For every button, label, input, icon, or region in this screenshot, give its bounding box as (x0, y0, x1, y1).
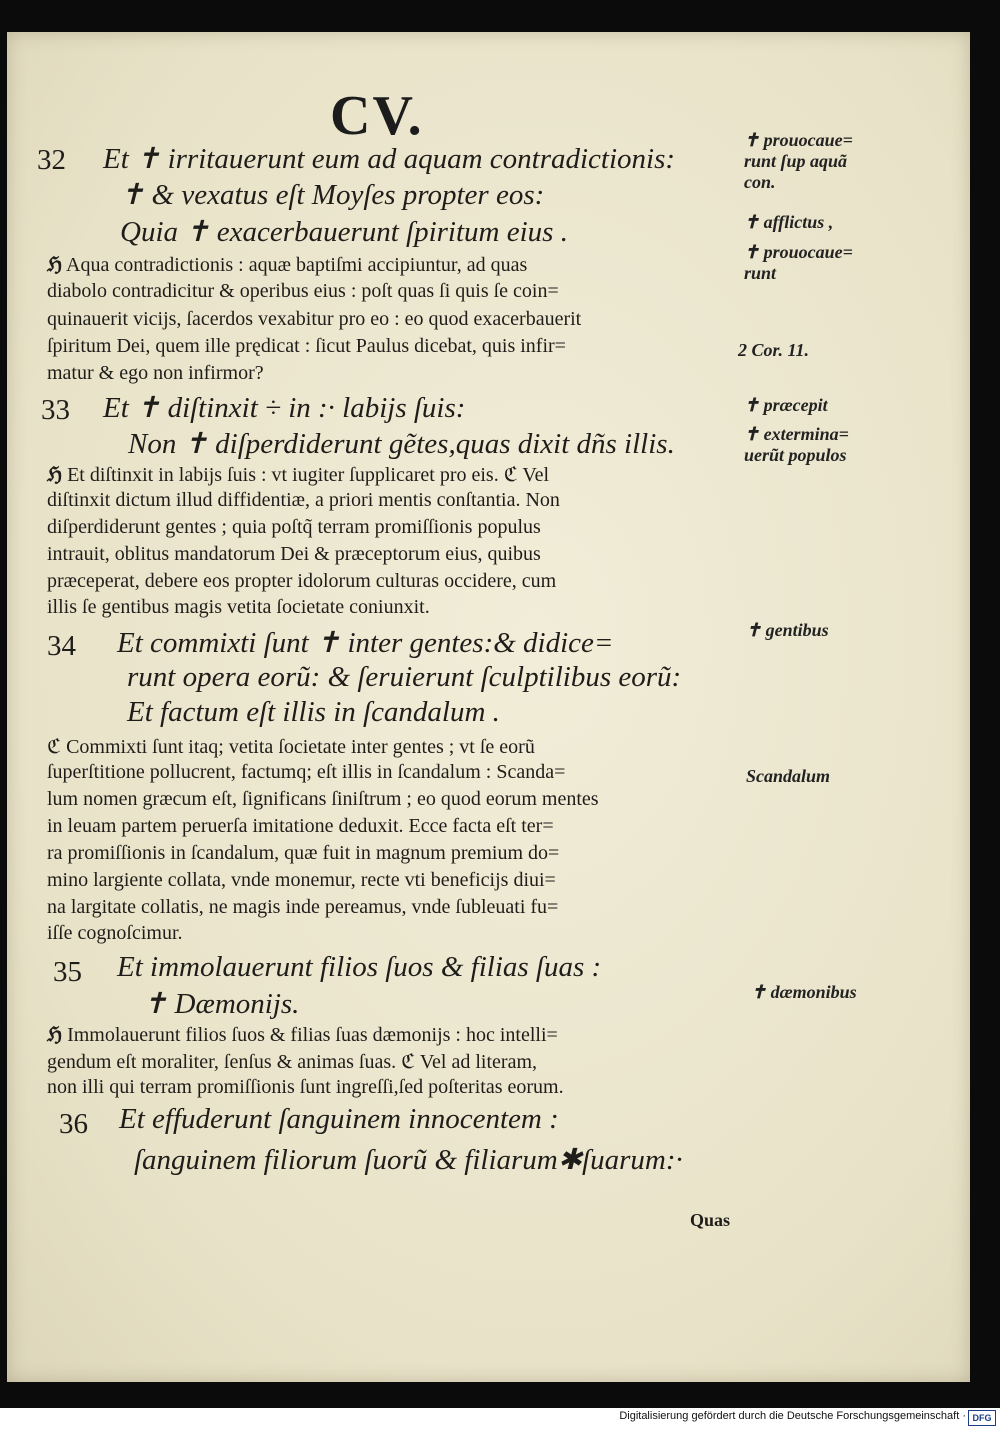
gloss-line (47, 252, 527, 277)
gloss-text: Aqua contradictionis : aquæ baptiſmi accipiuntur, ad quas (66, 254, 528, 276)
gloss-line: matur & ego non infirmor? (47, 362, 264, 384)
gloss-line: diabolo contradicitur & operibus eius : poſt quas ſi quis ſe coin= (47, 280, 559, 302)
verse-line: Et immolauerunt filios ſuos & filias ſuas : (117, 951, 602, 983)
gloss-mark: ℌ (47, 462, 63, 486)
funding-notice: Digitalisierung gefördert durch die Deutsche Forschungsgemeinschaft · (619, 1410, 966, 1422)
gloss-line: illis ſe gentibus magis vetita ſocietate coniunxit. (47, 596, 430, 618)
verse-line: Et factum eſt illis in ſcandalum . (127, 696, 500, 728)
margin-note: ✝ prouocaue= runt (744, 242, 853, 283)
gloss-line: ſuperſtitione pollucrent, factumq; eſt illis in ſcandalum : Scanda= (47, 761, 566, 783)
verse-number: 32 (37, 144, 66, 176)
verse-line: ✝ & vexatus eſt Moyſes propter eos: (120, 179, 545, 211)
gloss-line: quinauerit vicijs, ſacerdos vexabitur pro eo : eo quod exacerbauerit (47, 308, 582, 330)
verse-line: Et commixti ſunt ✝ inter gentes:& didice= (117, 627, 614, 659)
gloss-line: lum nomen græcum eſt, ſignificans ſiniſtrum ; eo quod eorum mentes (47, 788, 599, 810)
gloss-line (47, 462, 549, 487)
gloss-text: Et diſtinxit in labijs ſuis : vt iugiter ſupplicaret pro eis. ℭ Vel (67, 464, 550, 486)
verse-line: Quia ✝ exacerbauerunt ſpiritum eius . (120, 216, 568, 248)
margin-note: ✝ extermina= uerũt populos (744, 424, 849, 465)
verse-line: Et ✝ diſtinxit ÷ in :· labijs ſuis: (103, 392, 466, 424)
margin-note: 2 Cor. 11. (738, 340, 810, 360)
margin-note: ✝ præcepit (744, 395, 828, 415)
verse-number: 34 (47, 630, 76, 662)
gloss-line (47, 1022, 558, 1047)
gloss-line: diſtinxit dictum illud diffidentiæ, a priori mentis conſtantia. Non (47, 489, 560, 511)
verse-line: Et effuderunt ſanguinem innocentem : (119, 1103, 559, 1135)
verse-number: 36 (59, 1108, 88, 1140)
margin-note: ✝ prouocaue= runt ſup aquã con. (744, 130, 853, 192)
book-page (7, 32, 970, 1382)
verse-number: 35 (53, 956, 82, 988)
gloss-line: intrauit, oblitus mandatorum Dei & præceptorum eius, quibus (47, 543, 541, 565)
folio-number: CV. (330, 85, 424, 147)
footer-bar (0, 1408, 1000, 1429)
gloss-line: iſſe cognoſcimur. (47, 922, 183, 944)
verse-number: 33 (41, 394, 70, 426)
verse-line: Et ✝ irritauerunt eum ad aquam contradictionis: (103, 143, 676, 175)
gloss-text: Immolauerunt filios ſuos & filias ſuas dæmonijs : hoc intelli= (67, 1024, 558, 1046)
gloss-line: ra promiſſionis in ſcandalum, quæ fuit in magnum premium do= (47, 842, 560, 864)
margin-note: ✝ afflictus , (744, 212, 834, 232)
verse-line: ſanguinem filiorum ſuorũ & filiarum✱ſuarum:· (134, 1144, 683, 1176)
dfg-logo: DFG (968, 1410, 996, 1426)
gloss-line: non illi qui terram promiſſionis ſunt ingreſſi,ſed poſteritas eorum. (47, 1076, 564, 1098)
gloss-line: præceperat, debere eos propter idolorum culturas occidere, cum (47, 570, 557, 592)
gloss-mark: ℌ (47, 1022, 63, 1046)
gloss-line: na largitate collatis, ne magis inde pereamus, vnde ſubleuati fu= (47, 896, 559, 918)
margin-note: Scandalum (746, 766, 831, 786)
gloss-line: gendum eſt moraliter, ſenſus & animas ſuas. ℭ Vel ad literam, (47, 1051, 537, 1073)
gloss-line: mino largiente collata, vnde monemur, recte vti beneficijs diui= (47, 869, 556, 891)
margin-note: ✝ dæmonibus (751, 982, 857, 1002)
margin-note: ✝ gentibus (746, 620, 829, 640)
gloss-line: diſperdiderunt gentes ; quia poſtq̃ terram promiſſionis populus (47, 516, 541, 538)
gloss-line: in leuam partem peruerſa imitatione deduxit. Ecce facta eſt ter= (47, 815, 554, 837)
verse-line: ✝ Dæmonijs. (143, 988, 300, 1020)
verse-line: runt opera eorũ: & ſeruierunt ſculptilibus eorũ: (127, 661, 682, 693)
catchword: Quas (690, 1210, 731, 1230)
gloss-line: ſpiritum Dei, quem ille prędicat : ſicut Paulus dicebat, quis infir= (47, 335, 566, 357)
verse-line: Non ✝ diſperdiderunt gẽtes,quas dixit dñs illis. (128, 428, 675, 460)
gloss-line: ℭ Commixti ſunt itaq; vetita ſocietate inter gentes ; vt ſe eorũ (47, 736, 535, 758)
gloss-mark: ℌ (47, 252, 63, 276)
